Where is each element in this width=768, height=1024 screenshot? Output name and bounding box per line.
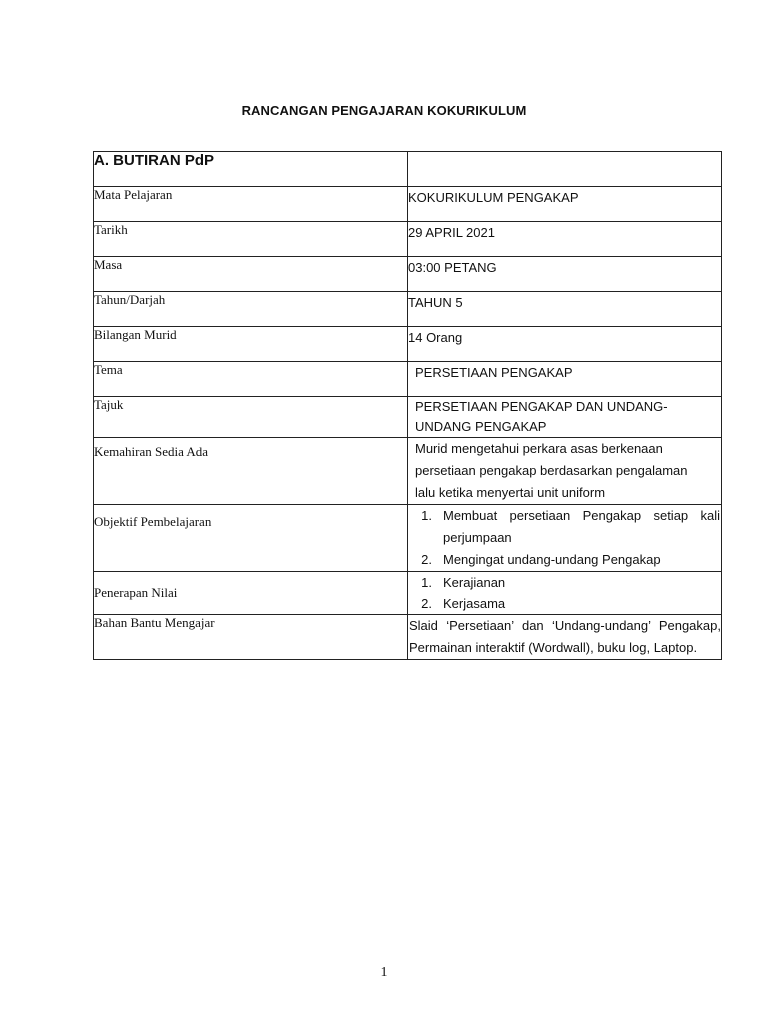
row-value-objektif <box>408 505 722 572</box>
row-label-masa: Masa <box>94 257 408 292</box>
row-label-kemahiran: Kemahiran Sedia Ada <box>94 438 408 505</box>
row-value-kemahiran: Murid mengetahui perkara asas berkenaan persetiaan pengakap berdasarkan pengalaman lalu ketika menyertai unit uniform <box>408 438 722 505</box>
row-value-tahun: TAHUN 5 <box>408 292 722 327</box>
row-label-tema: Tema <box>94 362 408 397</box>
row-label-tarikh: Tarikh <box>94 222 408 257</box>
row-label-bahan: Bahan Bantu Mengajar <box>94 615 408 660</box>
row-value-bahan: Slaid ‘Persetiaan’ dan ‘Undang-undang’ Pengakap, Permainan interaktif (Wordwall), buku log, Laptop. <box>408 615 722 660</box>
row-value-mata-pelajaran: KOKURIKULUM PENGAKAP <box>408 187 722 222</box>
list-item <box>408 549 721 571</box>
page-number: 1 <box>380 965 388 980</box>
list-item-text: Mengingat undang-undang Pengakap <box>443 552 661 567</box>
table-row <box>94 615 722 660</box>
objektif-list <box>408 505 721 571</box>
list-item-text: Kerajianan <box>443 575 506 590</box>
section-header-empty-cell <box>408 152 722 187</box>
table-row <box>94 505 722 572</box>
table-row <box>94 292 722 327</box>
table-header-row <box>94 152 722 187</box>
row-value-tema: PERSETIAAN PENGAKAP <box>408 362 722 397</box>
row-value-tarikh: 29 APRIL 2021 <box>408 222 722 257</box>
table-row <box>94 187 722 222</box>
list-item <box>408 572 721 593</box>
table-row <box>94 257 722 292</box>
row-label-nilai: Penerapan Nilai <box>94 572 408 615</box>
list-item-number: 1. <box>421 508 432 523</box>
list-item-number: 2. <box>421 552 432 567</box>
table-row <box>94 222 722 257</box>
list-item <box>408 593 721 614</box>
table-row <box>94 438 722 505</box>
table-row <box>94 327 722 362</box>
list-item-number: 1. <box>421 575 432 590</box>
table-row <box>94 572 722 615</box>
row-label-tajuk: Tajuk <box>94 397 408 438</box>
row-label-bilangan: Bilangan Murid <box>94 327 408 362</box>
table-row <box>94 397 722 438</box>
row-value-masa: 03:00 PETANG <box>408 257 722 292</box>
row-value-nilai <box>408 572 722 615</box>
list-item <box>408 505 721 549</box>
pdp-details-table <box>93 151 722 660</box>
row-label-tahun: Tahun/Darjah <box>94 292 408 327</box>
table-row <box>94 362 722 397</box>
list-item-text: Kerjasama <box>443 596 506 611</box>
row-label-mata-pelajaran: Mata Pelajaran <box>94 187 408 222</box>
section-header: A. BUTIRAN PdP <box>94 152 408 187</box>
list-item-number: 2. <box>421 596 432 611</box>
nilai-list <box>408 572 721 614</box>
row-value-bilangan: 14 Orang <box>408 327 722 362</box>
row-label-objektif: Objektif Pembelajaran <box>94 505 408 572</box>
document-title: RANCANGAN PENGAJARAN KOKURIKULUM <box>241 103 527 118</box>
list-item-text: Membuat persetiaan Pengakap setiap kali perjumpaan <box>443 508 720 545</box>
row-value-tajuk: PERSETIAAN PENGAKAP DAN UNDANG-UNDANG PENGAKAP <box>408 397 722 438</box>
